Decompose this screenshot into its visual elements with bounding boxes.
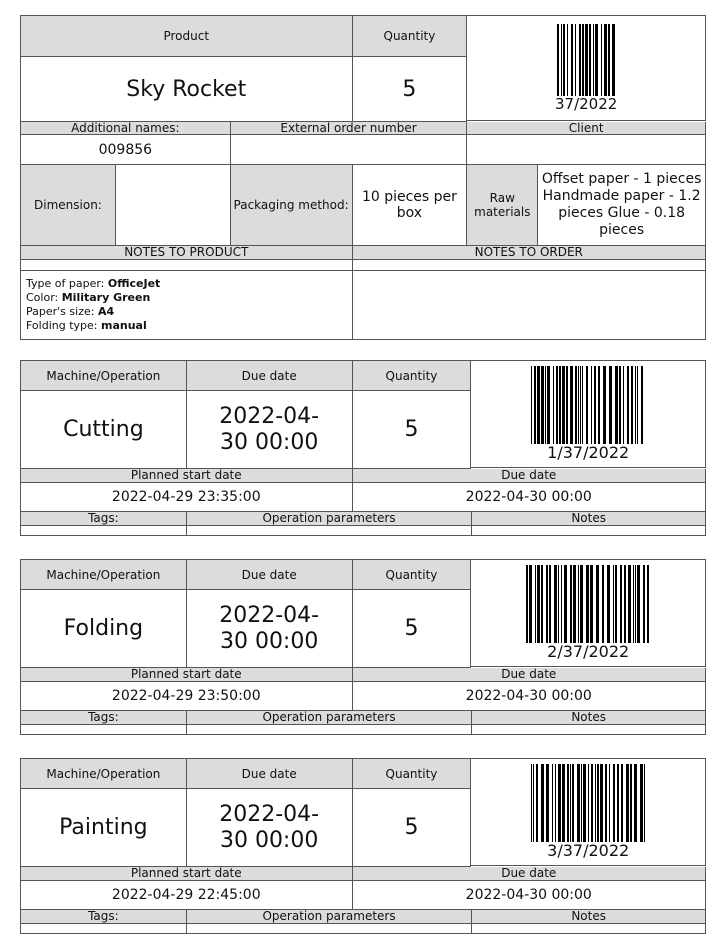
operation-parameters-label: Operation parameters (187, 711, 473, 725)
quantity-header: Quantity (353, 560, 471, 590)
barcode-bar (537, 565, 540, 643)
operation-barcode (471, 759, 706, 866)
barcode-bar (561, 24, 562, 96)
barcode-bar (566, 366, 568, 444)
order-notes (353, 271, 706, 340)
operation-barcode (471, 560, 706, 667)
barcode-bar (534, 366, 536, 444)
barcode-bar (647, 565, 649, 643)
product-barcode (467, 16, 706, 121)
barcode-label: 2/37/2022 (547, 642, 630, 661)
barcode-bar (577, 764, 580, 842)
barcode-bar (634, 764, 637, 842)
due-date-value: 2022-04-30 00:00 (353, 682, 706, 711)
tags-value (21, 526, 187, 536)
barcode-bar (554, 565, 557, 643)
operation-quantity: 5 (404, 815, 419, 840)
barcode-bar (615, 565, 617, 643)
barcode-bar (531, 764, 532, 842)
barcode-bar (623, 366, 624, 444)
machine-operation-header: Machine/Operation (21, 759, 186, 789)
client-label: Client (467, 122, 706, 135)
barcode-bar (570, 764, 571, 842)
notes-spacer (353, 260, 706, 271)
due-date-header: Due date (187, 361, 352, 391)
barcode-bar (619, 366, 621, 444)
barcode-bar (607, 565, 610, 643)
barcode-bar (591, 764, 593, 842)
tags-label: Tags: (21, 711, 187, 725)
barcode-bar (553, 366, 554, 444)
barcode-bar (635, 366, 636, 444)
barcode-bar (549, 565, 551, 643)
barcode-bar (626, 764, 629, 842)
additional-names-value: 009856 (21, 135, 231, 165)
barcode-bar (558, 764, 561, 842)
operation-barcode (471, 361, 706, 468)
due-date-header: Due date (187, 560, 352, 590)
barcode-bar (558, 565, 559, 643)
barcode-bar (613, 565, 614, 643)
barcode-bar (615, 366, 618, 444)
planned-start-value: 2022-04-29 22:45:00 (21, 881, 353, 910)
planned-start-label: Planned start date (21, 867, 353, 881)
barcode-bar (644, 764, 645, 842)
external-order-value (231, 135, 468, 165)
barcode-bar (546, 565, 548, 643)
barcode-bar (635, 565, 636, 643)
barcode-bar (536, 764, 538, 842)
barcode-bar (572, 764, 574, 842)
barcode-bar (582, 24, 584, 96)
due-date-label: Due date (353, 867, 706, 881)
planned-start-label: Planned start date (21, 668, 353, 682)
note-line: Type of paper: OfficeJet (26, 277, 161, 290)
tags-value (21, 924, 187, 934)
barcode-bar (545, 366, 546, 444)
barcode-bar (580, 565, 583, 643)
barcode-bar (586, 366, 588, 444)
product-name: Sky Rocket (126, 76, 247, 102)
barcode-bar (602, 565, 604, 643)
due-date-label: Due date (353, 668, 706, 682)
barcode-image (526, 565, 650, 643)
barcode-bar (597, 764, 599, 842)
barcode-bar (612, 24, 615, 96)
barcode-image (531, 366, 646, 444)
operation-parameters-value (187, 725, 473, 735)
product-quantity: 5 (402, 76, 417, 102)
operation-quantity: 5 (404, 417, 419, 442)
operation-card (20, 360, 706, 536)
barcode-bar (593, 24, 594, 96)
note-line: Paper's size: A4 (26, 305, 115, 318)
notes-to-product-label: NOTES TO PRODUCT (21, 246, 353, 260)
barcode-bar (541, 764, 544, 842)
barcode-bar (546, 764, 549, 842)
operation-quantity: 5 (404, 616, 419, 641)
barcode-bar (537, 366, 540, 444)
barcode-bar (529, 565, 532, 643)
quantity-header: Quantity (353, 16, 467, 57)
barcode-bar (580, 366, 581, 444)
planned-start-value: 2022-04-29 23:35:00 (21, 483, 353, 512)
barcode-label: 37/2022 (555, 95, 618, 113)
barcode-bar (609, 764, 610, 842)
due-date-value: 2022-04-30 00:00 (353, 483, 706, 512)
barcode-bar (637, 565, 640, 643)
barcode-bar (547, 366, 550, 444)
barcode-bar (628, 565, 631, 643)
barcode-bar (601, 24, 602, 96)
quantity-header: Quantity (353, 759, 471, 789)
barcode-bar (595, 764, 596, 842)
barcode-bar (556, 366, 558, 444)
raw-materials-value: Offset paper - 1 pieces Handmade paper - 1.2 pieces Glue - 0.18 pieces (538, 165, 706, 246)
barcode-bar (562, 764, 565, 842)
barcode-bar (581, 764, 582, 842)
barcode-bar (578, 366, 579, 444)
tags-value (21, 725, 187, 735)
barcode-bar (575, 366, 577, 444)
barcode-bar (630, 764, 632, 842)
barcode-bar (567, 764, 569, 842)
barcode-bar (541, 366, 544, 444)
barcode-label: 3/37/2022 (547, 841, 630, 860)
note-line: Color: Military Green (26, 291, 151, 304)
barcode-image (557, 24, 616, 96)
barcode-bar (620, 565, 622, 643)
barcode-bar (598, 366, 600, 444)
external-order-label: External order number (231, 122, 468, 135)
barcode-bar (535, 565, 536, 643)
operation-parameters-value (187, 924, 473, 934)
planned-start-value: 2022-04-29 23:50:00 (21, 682, 353, 711)
barcode-bar (573, 565, 576, 643)
operation-name: Painting (59, 815, 148, 840)
tags-label: Tags: (21, 512, 187, 526)
planned-start-label: Planned start date (21, 469, 353, 483)
barcode-bar (613, 764, 615, 842)
operation-card (20, 559, 706, 735)
barcode-bar (643, 565, 645, 643)
due-date-value: 2022-04-30 00:00 (353, 881, 706, 910)
packaging-method-label: Packaging method: (231, 165, 353, 246)
dimension-label: Dimension: (21, 165, 116, 246)
product-header: Product (21, 16, 352, 57)
barcode-label: 1/37/2022 (547, 443, 630, 462)
barcode-bar (590, 565, 593, 643)
barcode-bar (589, 24, 591, 96)
barcode-bar (533, 764, 534, 842)
operation-parameters-value (187, 526, 473, 536)
barcode-bar (555, 764, 556, 842)
notes-value (472, 526, 706, 536)
barcode-bar (571, 24, 573, 96)
barcode-bar (594, 366, 596, 444)
barcode-bar (603, 366, 606, 444)
barcode-bar (591, 366, 592, 444)
operation-due-date: 2022-04-30 00:00 (219, 403, 320, 455)
barcode-bar (641, 366, 643, 444)
product-card (20, 15, 706, 340)
barcode-bar (640, 764, 643, 842)
barcode-image (531, 764, 646, 842)
notes-to-order-label: NOTES TO ORDER (353, 246, 706, 260)
barcode-bar (531, 366, 532, 444)
barcode-bar (605, 764, 607, 842)
barcode-bar (596, 565, 599, 643)
barcode-bar (624, 565, 626, 643)
client-value (467, 135, 706, 165)
tags-label: Tags: (21, 910, 187, 924)
machine-operation-header: Machine/Operation (21, 361, 186, 391)
packaging-method-value: 10 pieces per box (353, 165, 468, 246)
barcode-bar (600, 764, 603, 842)
notes-label: Notes (472, 910, 706, 924)
notes-label: Notes (472, 711, 706, 725)
barcode-bar (564, 565, 567, 643)
operation-due-date: 2022-04-30 00:00 (219, 602, 320, 654)
due-date-label: Due date (353, 469, 706, 483)
barcode-bar (604, 24, 607, 96)
product-notes (21, 271, 353, 340)
dimension-value (116, 165, 231, 246)
quantity-header: Quantity (353, 361, 471, 391)
machine-operation-header: Machine/Operation (21, 560, 186, 590)
operation-parameters-label: Operation parameters (187, 512, 473, 526)
barcode-bar (617, 764, 619, 842)
barcode-bar (588, 764, 589, 842)
due-date-header: Due date (187, 759, 352, 789)
barcode-bar (633, 565, 634, 643)
barcode-bar (627, 366, 629, 444)
barcode-bar (557, 24, 559, 96)
barcode-bar (637, 366, 638, 444)
barcode-bar (562, 366, 565, 444)
operation-card (20, 758, 706, 934)
barcode-bar (567, 24, 568, 96)
barcode-bar (609, 366, 612, 444)
barcode-bar (586, 565, 589, 643)
barcode-bar (552, 764, 553, 842)
barcode-bar (585, 24, 588, 96)
operation-name: Cutting (63, 417, 144, 442)
operation-name: Folding (63, 616, 144, 641)
barcode-bar (570, 366, 573, 444)
barcode-bar (595, 24, 598, 96)
barcode-bar (559, 366, 561, 444)
operation-parameters-label: Operation parameters (187, 910, 473, 924)
barcode-bar (608, 24, 610, 96)
barcode-bar (563, 24, 565, 96)
notes-value (472, 725, 706, 735)
barcode-bar (570, 565, 572, 643)
barcode-bar (578, 565, 579, 643)
additional-names-label: Additional names: (21, 122, 231, 135)
barcode-bar (561, 565, 562, 643)
raw-materials-label: Raw materials (467, 165, 538, 246)
barcode-bar (541, 565, 543, 643)
barcode-bar (631, 366, 633, 444)
barcode-bar (582, 366, 583, 444)
notes-label: Notes (472, 512, 706, 526)
barcode-bar (621, 764, 623, 842)
barcode-bar (579, 24, 581, 96)
operation-due-date: 2022-04-30 00:00 (219, 801, 320, 853)
note-line: Folding type: manual (26, 319, 147, 332)
notes-spacer (21, 260, 353, 271)
notes-value (472, 924, 706, 934)
barcode-bar (583, 764, 586, 842)
barcode-bar (526, 565, 528, 643)
barcode-bar (575, 24, 576, 96)
